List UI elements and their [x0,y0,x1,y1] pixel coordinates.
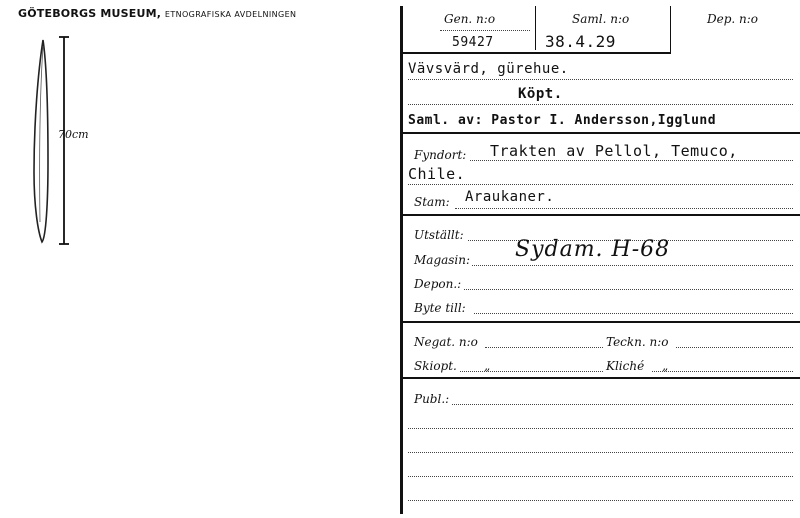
magasin-label: Magasin: [414,253,471,267]
object-sketch [26,32,106,252]
acquisition-dotline [408,104,793,105]
magasin-value: Sydam. H-68 [515,237,671,262]
header-divider-2 [670,6,671,54]
kliche-ditto: „ [662,359,669,373]
teckn-label: Teckn. n:o [606,335,669,349]
fyndort-dotline-2 [408,184,793,185]
publ-dotline-4 [408,476,793,477]
gen-value: 59427 [452,35,494,50]
department-name: ETNOGRAFISKA AVDELNINGEN [164,10,297,19]
saml-value: 38.4.29 [545,32,616,51]
skiopt-label: Skiopt. [414,359,457,373]
dep-label: Dep. n:o [707,12,759,26]
fyndort-dotline [470,160,793,161]
gen-label: Gen. n:o [444,12,496,26]
catalogue-card [400,0,800,518]
saml-label: Saml. n:o [572,12,630,26]
skiopt-ditto: „ [484,359,491,373]
byte-dotline [474,313,793,314]
museum-name: GÖTEBORGS MUSEUM, [18,7,162,20]
sword-inner-line [40,46,43,222]
utstallt-label: Utställt: [414,228,464,242]
teckn-dotline [676,347,793,348]
museum-header [18,7,296,20]
acquisition: Köpt. [518,86,563,102]
byte-rule [403,321,800,323]
kliche-rule [403,377,800,379]
card-left-border [400,6,403,514]
byte-label: Byte till: [414,301,466,315]
publ-label: Publ.: [414,392,450,406]
kliche-label: Kliché [606,359,645,373]
object-dotline [408,79,793,80]
fyndort-value-2: Chile. [408,165,466,183]
gen-dotline [440,30,530,31]
kliche-dotline [652,371,793,372]
scale-label: 70cm [58,128,89,141]
skiopt-dotline [460,371,603,372]
object-name: Vävsvärd, gürehue. [408,61,569,77]
depon-dotline [464,289,793,290]
collector-rule [403,132,800,134]
publ-dotline-1 [452,404,793,405]
publ-dotline-3 [408,452,793,453]
stam-rule [403,214,800,216]
negat-label: Negat. n:o [414,335,478,349]
magasin-dotline [472,265,793,266]
stam-label: Stam: [414,195,450,209]
sword-outline [34,40,48,242]
header-divider-1 [535,6,536,50]
stam-value: Araukaner. [465,189,555,205]
fyndort-label: Fyndort: [414,148,467,162]
depon-label: Depon.: [414,277,462,291]
publ-dotline-2 [408,428,793,429]
fyndort-value-1: Trakten av Pellol, Temuco, [490,142,738,160]
header-bottom-rule [400,52,670,54]
negat-dotline [485,347,603,348]
stam-dotline [455,208,793,209]
collector: Saml. av: Pastor I. Andersson,Igglund [408,113,717,128]
publ-dotline-5 [408,500,793,501]
